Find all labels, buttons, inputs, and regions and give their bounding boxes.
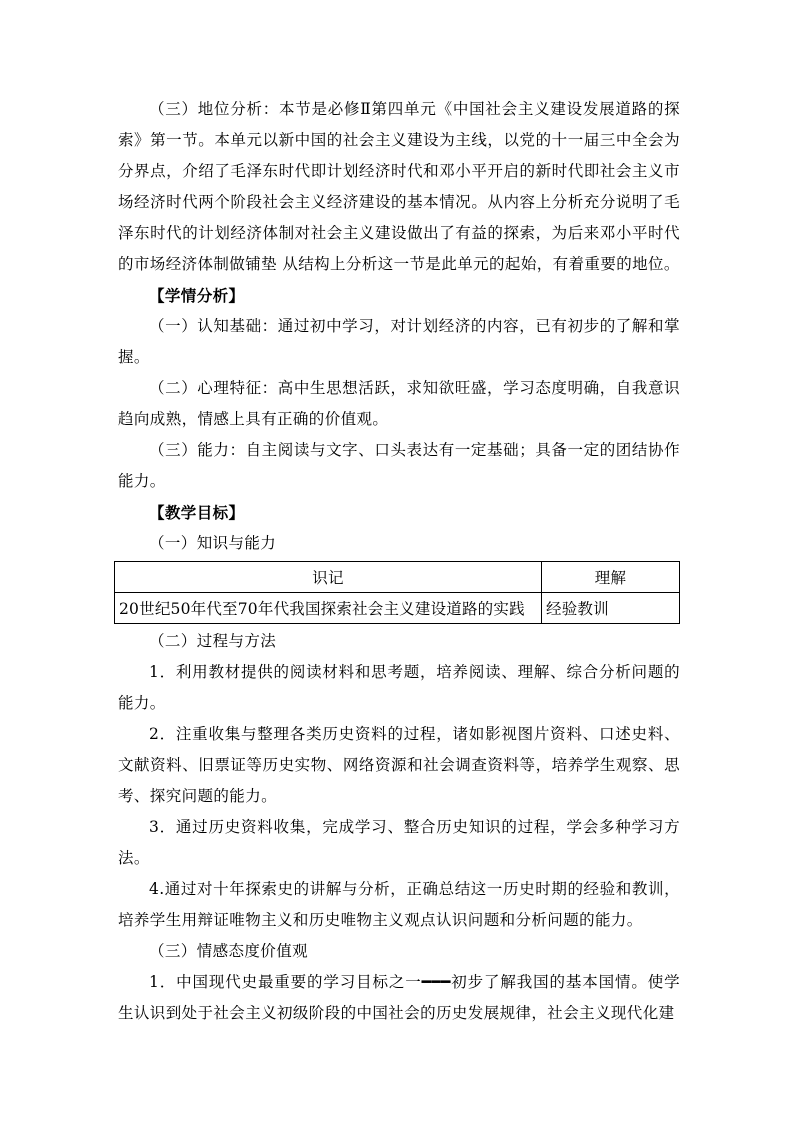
subheading-process-method: （二）过程与方法 (149, 632, 277, 650)
paragraph-cognitive-basis: （一）认知基础：通过初中学习，对计划经济的内容，已有初步的了解和掌握。 (118, 317, 680, 366)
list-item: 3．通过历史资料收集，完成学习、整合历史知识的过程，学会多种学习方法。 (118, 818, 680, 867)
table-cell: 经验教训 (542, 593, 680, 624)
paragraphs-bottom (118, 626, 680, 1029)
section-heading-teaching-goals: 【教学目标】 (149, 503, 245, 522)
paragraph-abilities: （三）能力：自主阅读与文字、口头表达有一定基础；具备一定的团结协作能力。 (118, 441, 680, 490)
list-item: 1．利用教材提供的阅读材料和思考题，培养阅读、理解、综合分析问题的能力。 (118, 663, 680, 712)
table-cell: 20世纪50年代至70年代我国探索社会主义建设道路的实践 (115, 593, 542, 624)
knowledge-table (114, 561, 680, 624)
paragraphs-top (118, 94, 680, 559)
list-item: 1．中国现代史最重要的学习目标之一━━━初步了解我国的基本国情。使学生认识到处于社会主义初级阶段的中国社会的历史发展规律，社会主义现代化建 (118, 973, 680, 1022)
table-header-understand: 理解 (542, 562, 680, 593)
subheading-emotion-values: （三）情感态度价值观 (149, 942, 309, 960)
table-header-row (115, 562, 680, 593)
paragraph-position-analysis: （三）地位分析：本节是必修Ⅱ第四单元《中国社会主义建设发展道路的探索》第一节。本单元以新中国的社会主义建设为主线，以党的十一届三中全会为分界点，介绍了毛泽东时代即计划经济时代和邓小平开启的新时代即社会主义市场经济时代两个阶段社会主义经济建设的基本情况。从内容上分析充分说明了毛泽东时代的计划经济体制对社会主义建设做出了有益的探索，为后来邓小平时代的市场经济体制做铺垫 从结构上分析这一节是此单元的起始，有着重要的地位。 (118, 100, 680, 273)
table-row (115, 593, 680, 624)
paragraph-psychological-traits: （二）心理特征：高中生思想活跃，求知欲旺盛，学习态度明确，自我意识趋向成熟，情感上具有正确的价值观。 (118, 379, 680, 428)
section-heading-student-analysis: 【学情分析】 (149, 286, 245, 305)
list-item: 4.通过对十年探索史的讲解与分析，正确总结这一历史时期的经验和教训，培养学生用辩证唯物主义和历史唯物主义观点认识问题和分析问题的能力。 (118, 880, 680, 929)
list-item: 2．注重收集与整理各类历史资料的过程，诸如影视图片资料、口述史料、文献资料、旧票证等历史实物、网络资源和社会调查资料等，培养学生观察、思考、探究问题的能力。 (118, 725, 680, 805)
subheading-knowledge-ability: （一）知识与能力 (149, 534, 277, 552)
table-header-memorize: 识记 (115, 562, 542, 593)
document-body (118, 94, 680, 1029)
